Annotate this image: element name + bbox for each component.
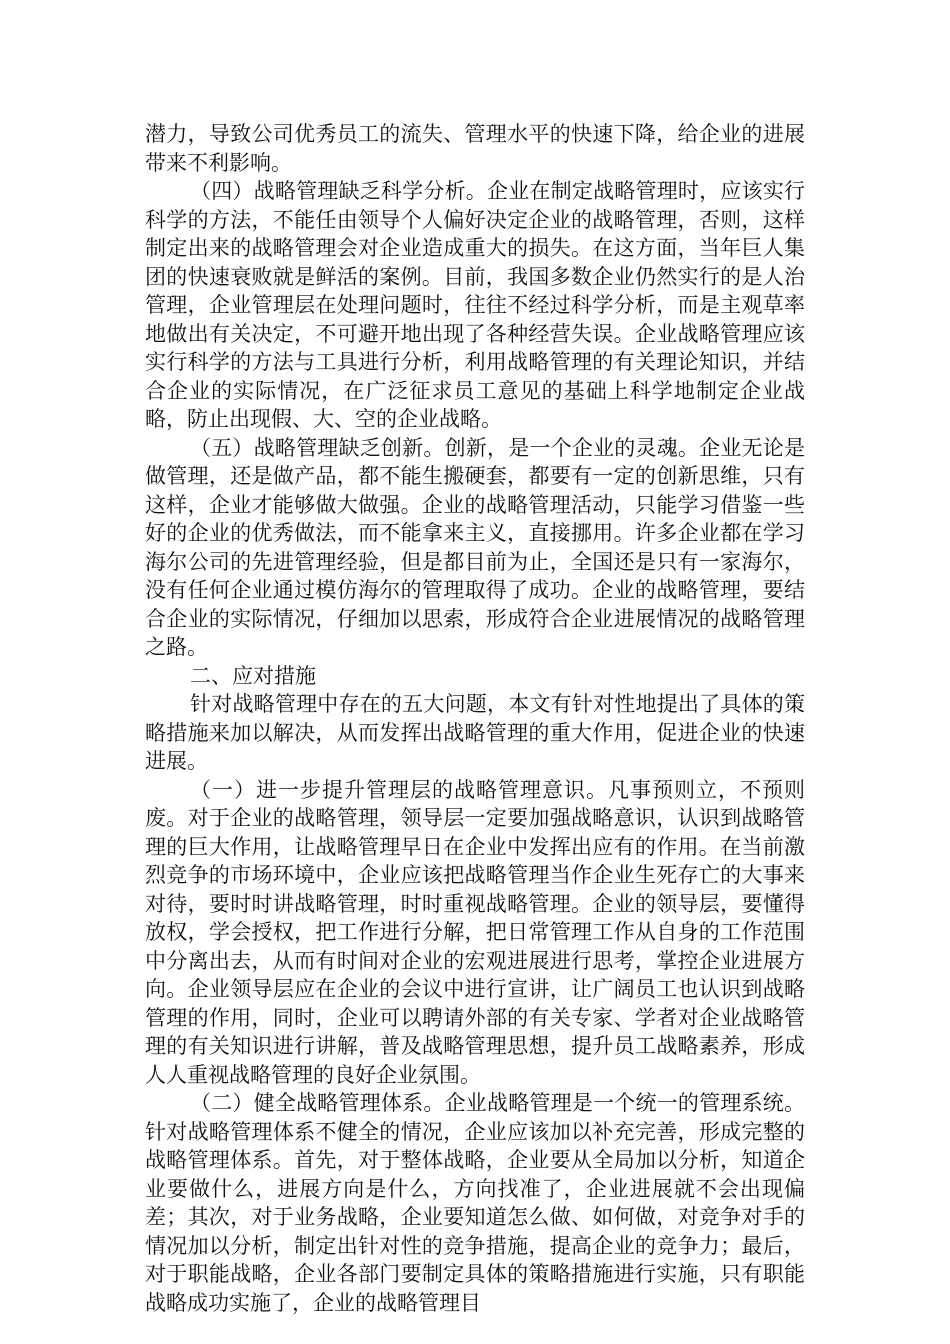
paragraph-continuation: 潜力，导致公司优秀员工的流失、管理水平的快速下降，给企业的进展带来不利影响。 <box>145 122 805 175</box>
paragraph-measure-one: （一）进一步提升管理层的战略管理意识。凡事预则立，不预则废。对于企业的战略管理，领导层一定要加强战略意识，认识到战略管理的巨大作用，让战略管理早日在企业中发挥出应有的作用。在当前激烈竞争的市场环境中，企业应该把战略管理当作企业生死存亡的大事来对待，要时时讲战略管理，时时重视战略管理。企业的领导层，要懂得放权，学会授权，把工作进行分解，把日常管理工作从自身的工作范围中分离出去，从而有时间对企业的宏观进展进行思考，掌控企业进展方向。企业领导层应在企业的会议中进行宣讲，让广阔员工也认识到战略管理的作用，同时，企业可以聘请外部的有关专家、学者对企业战略管理的有关知识进行讲解，普及战略管理思想，提升员工战略素养，形成人人重视战略管理的良好企业氛围。 <box>145 777 805 1087</box>
paragraph-measure-two: （二）健全战略管理体系。企业战略管理是一个统一的管理系统。针对战略管理体系不健全的情况，企业应该加以补充完善，形成完整的战略管理体系。首先，对于整体战略，企业要从全局加以分析，知道企业要做什么，进展方向是什么，方向找准了，企业进展就不会出现偏差；其次，对于业务战略，企业要知道怎么做、如何做，对竞争对手的情况加以分析，制定出针对性的竞争措施，提高企业的竞争力；最后，对于职能战略，企业各部门要制定具体的策略措施进行实施，只有职能战略成功实施了，企业的战略管理目 <box>145 1091 805 1315</box>
paragraph-measures-intro: 针对战略管理中存在的五大问题，本文有针对性地提出了具体的策略措施来加以解决，从而发挥出战略管理的重大作用，促进企业的快速进展。 <box>145 692 805 773</box>
paragraph-section-four: （四）战略管理缺乏科学分析。企业在制定战略管理时，应该实行科学的方法，不能任由领导个人偏好决定企业的战略管理，否则，这样制定出来的战略管理会对企业造成重大的损失。在这方面，当年巨人集团的快速衰败就是鲜活的案例。目前，我国多数企业仍然实行的是人治管理，企业管理层在处理问题时，往往不经过科学分析，而是主观草率地做出有关决定，不可避开地出现了各种经营失误。企业战略管理应该实行科学的方法与工具进行分析，利用战略管理的有关理论知识，并结合企业的实际情况，在广泛征求员工意见的基础上科学地制定企业战略，防止出现假、大、空的企业战略。 <box>145 179 805 431</box>
document-body <box>145 120 805 1317</box>
paragraph-section-five: （五）战略管理缺乏创新。创新，是一个企业的灵魂。企业无论是做管理，还是做产品，都不能生搬硬套，都要有一定的创新思维，只有这样，企业才能够做大做强。企业的战略管理活动，只能学习借鉴一些好的企业的优秀做法，而不能拿来主义，直接挪用。许多企业都在学习海尔公司的先进管理经验，但是都目前为止，全国还是只有一家海尔，没有任何企业通过模仿海尔的管理取得了成功。企业的战略管理，要结合企业的实际情况，仔细加以思索，形成符合企业进展情况的战略管理之路。 <box>145 435 805 659</box>
section-heading-measures: 二、应对措施 <box>190 663 316 688</box>
